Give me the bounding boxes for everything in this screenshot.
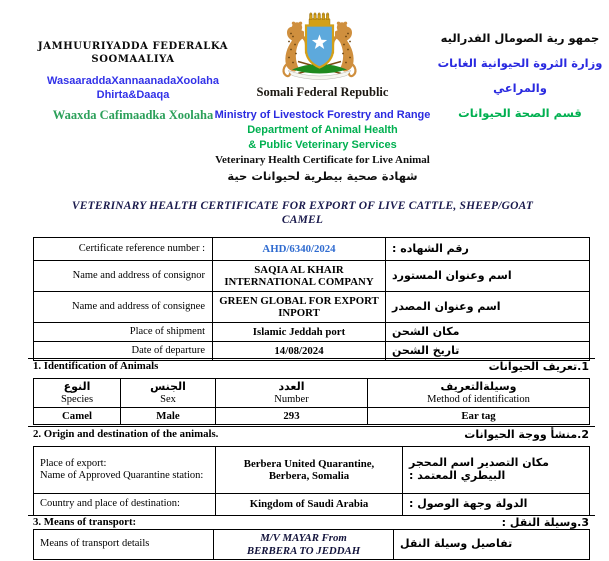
field-label: Name and address of consignee <box>34 292 213 323</box>
section-heading-english: 3. Means of transport: <box>33 516 137 528</box>
field-label-arabic: مكان الشحن <box>386 323 590 342</box>
section-identification-heading <box>33 360 589 373</box>
field-label: Name and address of consignor <box>34 261 213 292</box>
republic-name-english: Somali Federal Republic <box>256 85 389 99</box>
department-name-somali: Waaxda Cafimaadka Xoolaha <box>52 108 214 122</box>
table-row <box>34 292 590 323</box>
column-header-arabic: النوع <box>63 380 91 393</box>
table-row <box>34 261 590 292</box>
column-header-identification-method <box>368 379 590 408</box>
field-label-arabic: رقم الشهاده : <box>386 238 590 261</box>
section-heading-arabic: 1.تعريف الحيوانات <box>488 360 589 373</box>
services-name-english: & Public Veterinary Services <box>248 139 397 151</box>
place-of-export-label: Place of export: <box>40 457 107 469</box>
department-name-arabic: قسم الصحة الحيوانات <box>458 106 582 120</box>
column-header-english: Number <box>274 394 309 405</box>
document-title-line1: VETERINARY HEALTH CERTIFICATE FOR EXPORT OF LIVE CATTLE, SHEEP/GOAT <box>71 200 534 212</box>
destination-label: Country and place of destination: <box>34 494 216 516</box>
quarantine-station-label: Name of Approved Quarantine station: <box>40 470 204 481</box>
quarantine-station-value <box>216 447 403 494</box>
column-header-species <box>34 379 121 408</box>
column-header-english: Method of identification <box>427 394 530 405</box>
table-row <box>34 494 590 516</box>
animals-identification-table <box>33 378 590 425</box>
consignee-name-line1: GREEN GLOBAL FOR EXPORT <box>219 294 379 307</box>
column-header-arabic: الجنس <box>150 380 186 393</box>
column-header-number <box>216 379 368 408</box>
field-label <box>34 447 216 494</box>
header-center-block <box>200 84 445 184</box>
section-divider-rule <box>28 426 595 427</box>
number-value: 293 <box>216 408 368 425</box>
ministry-name-somali-line1: WasaaraddaXannaanadaXoolaha <box>47 75 219 87</box>
ministry-name-arabic-line1: وزارة الثروة الحيوانية الغابات <box>437 56 603 70</box>
ministry-name-arabic-line2: والمراعي <box>493 81 547 95</box>
certificate-name-english: Veterinary Health Certificate for Live Animal <box>215 154 430 166</box>
republic-name-somali-line2: SOOMAALIYA <box>91 54 175 65</box>
destination-value: Kingdom of Saudi Arabia <box>216 494 403 516</box>
section-heading-english: 1. Identification of Animals <box>33 360 159 372</box>
vessel-route-line2: BERBERA TO JEDDAH <box>246 544 361 557</box>
column-header-arabic: وسيلةالتعريف <box>440 380 517 393</box>
date-of-departure: 14/08/2024 <box>213 342 386 361</box>
document-title <box>15 199 590 227</box>
ministry-name-english: Ministry of Livestock Forestry and Range <box>214 109 431 121</box>
transport-details-value <box>214 530 394 560</box>
means-of-transport-table <box>33 529 590 560</box>
certificate-details-table <box>33 237 590 361</box>
document-title-line2: CAMEL <box>281 214 324 226</box>
field-label-arabic: الدولة وجهة الوصول : <box>403 494 590 516</box>
field-label: Place of shipment <box>34 323 213 342</box>
consignor-name-line2: INTERNATIONAL COMPANY <box>224 276 374 288</box>
field-label-arabic: اسم وعنوان المستورد <box>386 261 590 292</box>
certificate-reference-number: AHD/6340/2024 <box>213 238 386 261</box>
origin-destination-table <box>33 446 590 516</box>
somalia-coat-of-arms-icon <box>278 11 361 83</box>
column-header-english: Sex <box>160 394 176 405</box>
table-row <box>34 323 590 342</box>
place-of-shipment: Islamic Jeddah port <box>213 323 386 342</box>
table-row <box>34 408 590 425</box>
field-label: Date of departure <box>34 342 213 361</box>
vessel-name-line1: M/V MAYAR From <box>260 532 347 545</box>
section-transport-heading <box>33 516 589 529</box>
column-header-english: Species <box>60 394 94 405</box>
sex-value: Male <box>121 408 216 425</box>
quarantine-station-line2: Berbera, Somalia <box>268 470 350 482</box>
section-origin-heading <box>33 428 589 441</box>
column-header-arabic: العدد <box>278 380 305 393</box>
table-header-row <box>34 379 590 408</box>
consignor-name <box>213 261 386 292</box>
field-label-arabic: تاريخ الشحن <box>386 342 590 361</box>
republic-name-arabic: جمهو رية الصومال الفدراليه <box>440 31 600 45</box>
column-header-sex <box>121 379 216 408</box>
republic-name-somali-line1: JAMHUURIYADDA FEDERALKA <box>37 41 229 52</box>
certificate-name-arabic: شهادة صحية بيطرية لحيوانات حية <box>227 169 418 183</box>
section-heading-arabic: 3.وسيلة النقل : <box>501 516 589 529</box>
quarantine-station-line1: Berbera United Quarantine, <box>243 457 375 470</box>
field-label-arabic: اسم وعنوان المصدر <box>386 292 590 323</box>
table-row <box>34 530 590 560</box>
department-name-english: Department of Animal Health <box>247 124 398 136</box>
ministry-name-somali-line2: Dhirta&Daaqa <box>96 89 170 101</box>
section-divider-rule <box>28 358 595 359</box>
section-heading-arabic: 2.منشأ ووجة الحيوانات <box>464 428 589 441</box>
identification-method-value: Ear tag <box>368 408 590 425</box>
transport-details-label: Means of transport details <box>34 530 214 560</box>
consignor-name-line1: SAQIA AL KHAIR <box>254 263 344 276</box>
consignee-name <box>213 292 386 323</box>
section-heading-english: 2. Origin and destination of the animals. <box>33 428 219 440</box>
field-label-arabic: مكان التصدير اسم المحجر البيطري المعتمد : <box>403 447 590 494</box>
table-row <box>34 447 590 494</box>
species-value: Camel <box>34 408 121 425</box>
field-label: Certificate reference number : <box>34 238 213 261</box>
consignee-name-line2: INPORT <box>278 307 320 319</box>
header-arabic-right-block <box>437 30 603 130</box>
table-row <box>34 238 590 261</box>
field-label-arabic: تفاصيل وسيلة النقل <box>394 530 590 560</box>
